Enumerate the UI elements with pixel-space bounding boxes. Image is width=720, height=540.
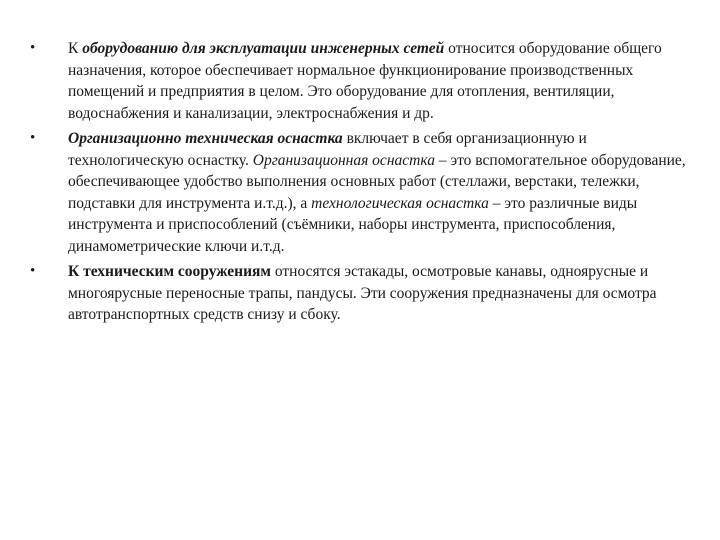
bullet-list (30, 38, 690, 330)
text-run: К (68, 40, 83, 57)
term-org-tooling: Организационная оснастка (252, 151, 435, 169)
text-run: – это вспомогательное оборудование, обеспечивающее удобство выполнения основных работ (стеллажи, верстаки, тележки, подставки для инструмента и.т.д.), а (68, 151, 686, 212)
list-item-tooling (30, 128, 690, 257)
list-item-engineering-networks (30, 38, 690, 124)
term-engineering-equipment: оборудованию для эксплуатации инженерных сетей (82, 40, 445, 57)
bullet-dot: • (30, 263, 36, 279)
list-item-technical-structures (30, 261, 690, 326)
bullet-dot: • (30, 130, 36, 146)
term-tech-tooling: технологическая оснастка (311, 194, 489, 212)
text-run: – это различные виды инструмента и приспособлений (съёмники, наборы инструмента, приспособления, динамометрические ключи и.т.д. (68, 194, 638, 255)
text-run: относится оборудование общего назначения, которое обеспечивает нормальное функционирование производственных помещений и предприятия в целом. Это оборудование для отопления, вентиляции, водоснабжения и канализации, электроснабжения и др. (68, 40, 662, 122)
term-technical-structures: К техническим сооружениям (68, 263, 271, 280)
term-org-tech-tooling: Организационно техническая оснастка (68, 130, 343, 147)
bullet-dot: • (30, 40, 36, 56)
text-run: относятся эстакады, осмотровые канавы, одноярусные и многоярусные переносные трапы, пандусы. Эти сооружения предназначены для осмотра автотранспортных средств снизу и сбоку. (68, 263, 657, 323)
text-run: включает в себя организационную и технологическую оснастку. (68, 130, 587, 169)
